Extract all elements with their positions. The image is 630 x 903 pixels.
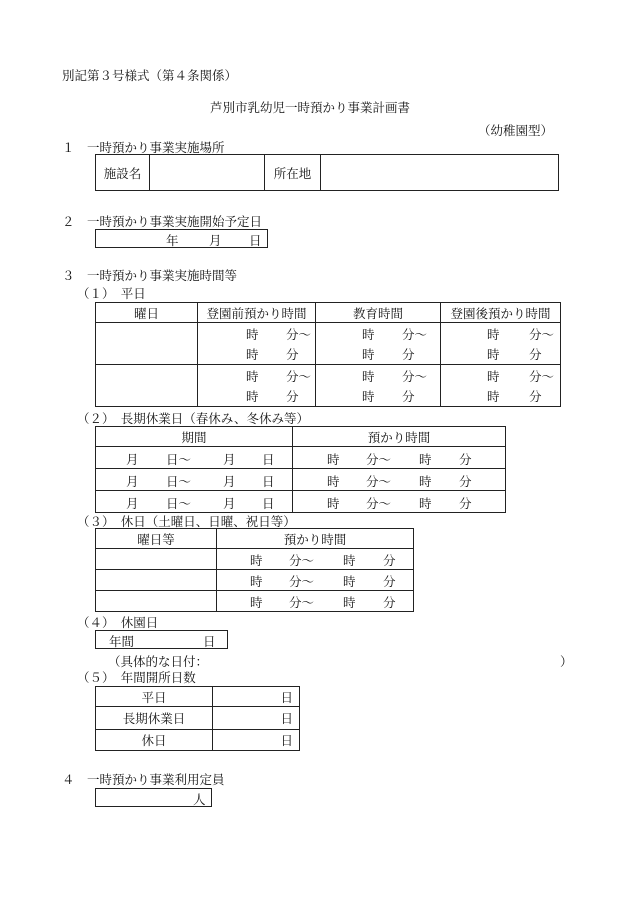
days-cell[interactable] [96, 591, 217, 612]
hour-unit: 時 [419, 452, 432, 467]
vacation-row [96, 491, 506, 513]
minute-from-unit: 分～ [286, 327, 312, 342]
person-unit: 人 [193, 792, 206, 807]
minute-unit: 分 [529, 389, 542, 404]
day-unit: 日 [262, 496, 275, 511]
row-label: 休日 [96, 730, 213, 751]
col-weekday: 曜日 [96, 303, 198, 323]
hour-unit: 時 [343, 574, 356, 589]
weekday-cell[interactable] [96, 323, 198, 365]
section-3-heading: ３ 一時預かり事業実施時間等 [62, 268, 238, 283]
hour-unit: 時 [250, 595, 263, 610]
hour-unit: 時 [327, 474, 340, 489]
minute-unit: 分 [286, 347, 299, 362]
address-field[interactable] [321, 155, 559, 191]
hour-unit: 時 [487, 389, 500, 404]
annual-label: 年間 [109, 634, 135, 649]
hour-unit: 時 [246, 369, 259, 384]
hours-cell[interactable] [293, 469, 506, 491]
after-time-cell[interactable] [441, 323, 561, 365]
period-cell[interactable] [96, 469, 293, 491]
hour-unit: 時 [250, 553, 263, 568]
minute-unit: 分 [383, 574, 396, 589]
month-unit: 月 [223, 474, 236, 489]
minute-unit: 分 [383, 553, 396, 568]
open-days-field[interactable]: 日 [213, 687, 300, 707]
hours-cell[interactable] [293, 447, 506, 469]
col-period: 期間 [96, 427, 293, 447]
hour-unit: 時 [246, 347, 259, 362]
section-2-heading: ２ 一時預かり事業実施開始予定日 [62, 214, 263, 229]
specific-dates-open: （具体的な日付： [108, 654, 209, 669]
open-days-row [96, 687, 300, 707]
minute-unit: 分 [402, 389, 415, 404]
weekday-row [96, 323, 561, 365]
minute-from-unit: 分～ [402, 369, 428, 384]
minute-from-unit: 分～ [289, 595, 315, 610]
hour-unit: 時 [327, 452, 340, 467]
minute-unit: 分 [459, 496, 472, 511]
hour-unit: 時 [419, 474, 432, 489]
before-time-cell[interactable] [198, 365, 316, 407]
col-hours: 預かり時間 [293, 427, 506, 447]
specific-dates-close: ） [560, 654, 573, 669]
month-unit: 月 [223, 496, 236, 511]
sub4-heading: （４） 休園日 [77, 615, 159, 630]
before-time-cell[interactable] [198, 323, 316, 365]
hour-unit: 時 [246, 389, 259, 404]
minute-from-unit: 分～ [366, 452, 392, 467]
hour-unit: 時 [362, 327, 375, 342]
col-edu: 教育時間 [316, 303, 441, 323]
col-after: 登園後預かり時間 [441, 303, 561, 323]
period-cell[interactable] [96, 491, 293, 513]
day-from-unit: 日～ [166, 496, 192, 511]
hour-unit: 時 [487, 327, 500, 342]
minute-from-unit: 分～ [289, 553, 315, 568]
minute-from-unit: 分～ [366, 496, 392, 511]
facility-field[interactable] [150, 155, 265, 191]
hours-cell[interactable] [217, 549, 414, 570]
minute-from-unit: 分～ [402, 327, 428, 342]
hour-unit: 時 [343, 553, 356, 568]
hour-unit: 時 [419, 496, 432, 511]
day-from-unit: 日～ [166, 474, 192, 489]
hour-unit: 時 [327, 496, 340, 511]
minute-unit: 分 [459, 452, 472, 467]
open-days-row [96, 707, 300, 730]
hour-unit: 時 [362, 347, 375, 362]
sub2-heading: （２） 長期休業日（春休み、冬休み等） [77, 411, 310, 426]
sub1-heading: （１） 平日 [77, 286, 146, 301]
hour-unit: 時 [246, 327, 259, 342]
sub5-heading: （５） 年間開所日数 [77, 670, 196, 685]
edu-time-cell[interactable] [316, 323, 441, 365]
hours-cell[interactable] [293, 491, 506, 513]
hour-unit: 時 [250, 574, 263, 589]
minute-unit: 分 [459, 474, 472, 489]
minute-from-unit: 分～ [286, 369, 312, 384]
annual-closed-field[interactable] [95, 630, 228, 649]
weekday-cell[interactable] [96, 365, 198, 407]
weekday-table [95, 302, 561, 407]
type-label: （幼稚園型） [478, 123, 554, 138]
after-time-cell[interactable] [441, 365, 561, 407]
holiday-table [95, 528, 414, 612]
month-unit: 月 [209, 233, 222, 248]
long-vacation-table [95, 426, 506, 513]
row-label: 平日 [96, 687, 213, 707]
hours-cell[interactable] [217, 591, 414, 612]
hour-unit: 時 [362, 389, 375, 404]
hour-unit: 時 [487, 369, 500, 384]
section-1-heading: １ 一時預かり事業実施場所 [62, 140, 225, 155]
section-4-heading: ４ 一時預かり事業利用定員 [62, 772, 225, 787]
open-days-row [96, 730, 300, 751]
facility-label: 施設名 [96, 155, 150, 191]
location-table [95, 154, 559, 191]
hour-unit: 時 [343, 595, 356, 610]
minute-unit: 分 [383, 595, 396, 610]
period-cell[interactable] [96, 447, 293, 469]
month-unit: 月 [126, 496, 139, 511]
minute-unit: 分 [286, 389, 299, 404]
minute-from-unit: 分～ [529, 369, 555, 384]
open-days-field[interactable]: 日 [213, 707, 300, 730]
address-label: 所在地 [265, 155, 321, 191]
month-unit: 月 [126, 474, 139, 489]
start-date-field[interactable] [95, 229, 268, 248]
form-number: 別記第３号様式（第４条関係） [62, 68, 238, 83]
document-title: 芦別市乳幼児一時預かり事業計画書 [210, 100, 411, 115]
hour-unit: 時 [362, 369, 375, 384]
month-unit: 月 [126, 452, 139, 467]
month-unit: 月 [223, 452, 236, 467]
day-unit: 日 [249, 233, 262, 248]
hour-unit: 時 [487, 347, 500, 362]
holiday-row [96, 549, 414, 570]
capacity-field[interactable] [95, 788, 212, 807]
minute-unit: 分 [529, 347, 542, 362]
row-label: 長期休業日 [96, 707, 213, 730]
open-days-field[interactable]: 日 [213, 730, 300, 751]
sub3-heading: （３） 休日（土曜日、日曜、祝日等） [77, 514, 296, 529]
days-cell[interactable] [96, 570, 217, 591]
weekday-row [96, 365, 561, 407]
col-before: 登園前預かり時間 [198, 303, 316, 323]
days-cell[interactable] [96, 549, 217, 570]
hours-cell[interactable] [217, 570, 414, 591]
holiday-row [96, 570, 414, 591]
vacation-row [96, 469, 506, 491]
day-unit: 日 [262, 474, 275, 489]
vacation-row [96, 447, 506, 469]
col-days: 曜日等 [96, 529, 217, 549]
edu-time-cell[interactable] [316, 365, 441, 407]
year-unit: 年 [166, 233, 179, 248]
minute-from-unit: 分～ [289, 574, 315, 589]
holiday-row [96, 591, 414, 612]
col-hours: 預かり時間 [217, 529, 414, 549]
day-unit: 日 [203, 634, 216, 649]
minute-from-unit: 分～ [529, 327, 555, 342]
day-from-unit: 日～ [166, 452, 192, 467]
annual-open-table [95, 686, 300, 751]
minute-unit: 分 [402, 347, 415, 362]
day-unit: 日 [262, 452, 275, 467]
minute-from-unit: 分～ [366, 474, 392, 489]
